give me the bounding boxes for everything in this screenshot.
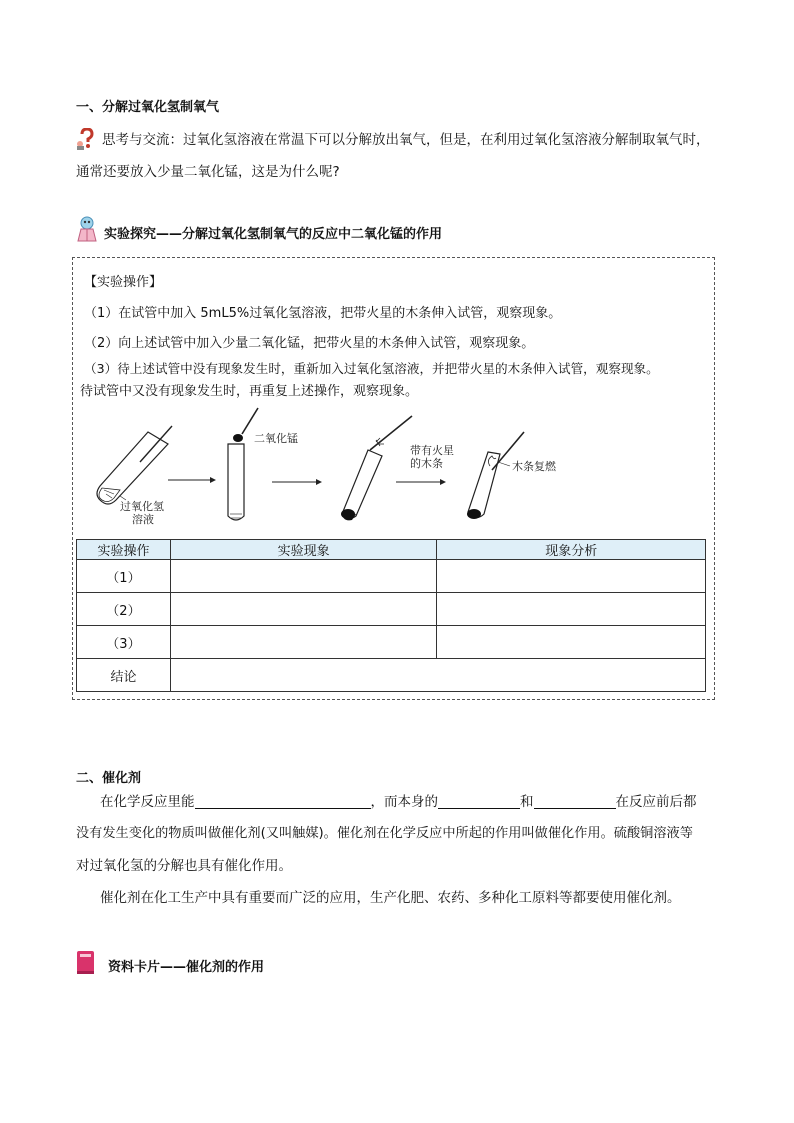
think-text: 思考与交流：过氧化氢溶液在常温下可以分解放出氧气，但是，在利用过氧化氢溶液分解制取氧气时， bbox=[102, 132, 710, 148]
step-3: （3）待上述试管中没有现象发生时，重新加入过氧化氢溶液，并把带火星的木条伸入试管，观察现象。 bbox=[84, 361, 659, 376]
lab-flask-icon bbox=[76, 216, 98, 242]
test-tube-mno2 bbox=[228, 408, 258, 520]
experiment-figure bbox=[80, 404, 640, 530]
blank-1[interactable] bbox=[195, 793, 371, 809]
test-tube-splint bbox=[341, 416, 412, 520]
experiment-table bbox=[76, 539, 706, 692]
label-splint-1: 带有火星 bbox=[410, 444, 454, 457]
table-row bbox=[77, 626, 706, 659]
answer-cell[interactable] bbox=[170, 593, 437, 626]
section1-heading: 一、分解过氧化氢制氧气 bbox=[76, 100, 220, 115]
label-h2o2: 过氧化氢 bbox=[120, 500, 164, 513]
conclusion-cell[interactable] bbox=[170, 659, 705, 692]
test-tube-h2o2 bbox=[97, 426, 172, 504]
answer-cell[interactable] bbox=[437, 626, 706, 659]
experiment-heading: 实验探究——分解过氧化氢制氧气的反应中二氧化锰的作用 bbox=[104, 227, 443, 242]
think-text-cont: 通常还要放入少量二氧化锰，这是为什么呢? bbox=[76, 164, 340, 180]
step-2: （2）向上述试管中加入少量二氧化锰，把带火星的木条伸入试管，观察现象。 bbox=[84, 336, 535, 351]
table-row bbox=[77, 593, 706, 626]
question-icon bbox=[76, 128, 96, 150]
test-tube-relit bbox=[467, 432, 524, 519]
blank-3[interactable] bbox=[534, 793, 616, 809]
table-row-conclusion bbox=[77, 659, 706, 692]
p1-text-b: ，而本身的 bbox=[370, 794, 438, 810]
table-header-row bbox=[77, 540, 706, 560]
p1-text-c: 和 bbox=[520, 794, 534, 810]
header-analysis: 现象分析 bbox=[437, 540, 706, 560]
row-label: （1） bbox=[77, 560, 171, 593]
label-relight: 木条复燃 bbox=[512, 460, 556, 473]
answer-cell[interactable] bbox=[170, 626, 437, 659]
p1-text-a: 在化学反应里能 bbox=[100, 794, 195, 810]
step-3-cont: 待试管中又没有现象发生时，再重复上述操作，观察现象。 bbox=[80, 384, 419, 399]
label-splint-2: 的木条 bbox=[410, 457, 443, 470]
answer-cell[interactable] bbox=[170, 560, 437, 593]
catalyst-definition-line1 bbox=[100, 786, 697, 818]
row-label: （3） bbox=[77, 626, 171, 659]
book-icon bbox=[76, 950, 96, 976]
ops-title: 【实验操作】 bbox=[84, 275, 163, 290]
p1-text-d: 在反应前后都 bbox=[615, 794, 697, 810]
catalyst-definition-line3: 对过氧化氢的分解也具有催化作用。 bbox=[76, 858, 292, 874]
catalyst-definition-line2: 没有发生变化的物质叫做催化剂(又叫触媒)。催化剂在化学反应中所起的作用叫做催化作用。硫酸铜溶液等 bbox=[76, 826, 693, 841]
table-row bbox=[77, 560, 706, 593]
section2-heading: 二、催化剂 bbox=[76, 771, 142, 786]
conclusion-label: 结论 bbox=[77, 659, 171, 692]
label-mno2: 二氧化锰 bbox=[254, 432, 298, 445]
row-label: （2） bbox=[77, 593, 171, 626]
catalyst-application: 催化剂在化工生产中具有重要而广泛的应用，生产化肥、农药、多种化工原料等都要使用催化剂。 bbox=[100, 890, 681, 906]
header-phenomenon: 实验现象 bbox=[170, 540, 437, 560]
header-operation: 实验操作 bbox=[77, 540, 171, 560]
step-1: （1）在试管中加入 5mL5%过氧化氢溶液，把带火星的木条伸入试管，观察现象。 bbox=[84, 306, 562, 321]
blank-2[interactable] bbox=[438, 793, 520, 809]
card-heading: 资料卡片——催化剂的作用 bbox=[108, 960, 265, 975]
answer-cell[interactable] bbox=[437, 560, 706, 593]
answer-cell[interactable] bbox=[437, 593, 706, 626]
label-solution: 溶液 bbox=[132, 513, 154, 526]
